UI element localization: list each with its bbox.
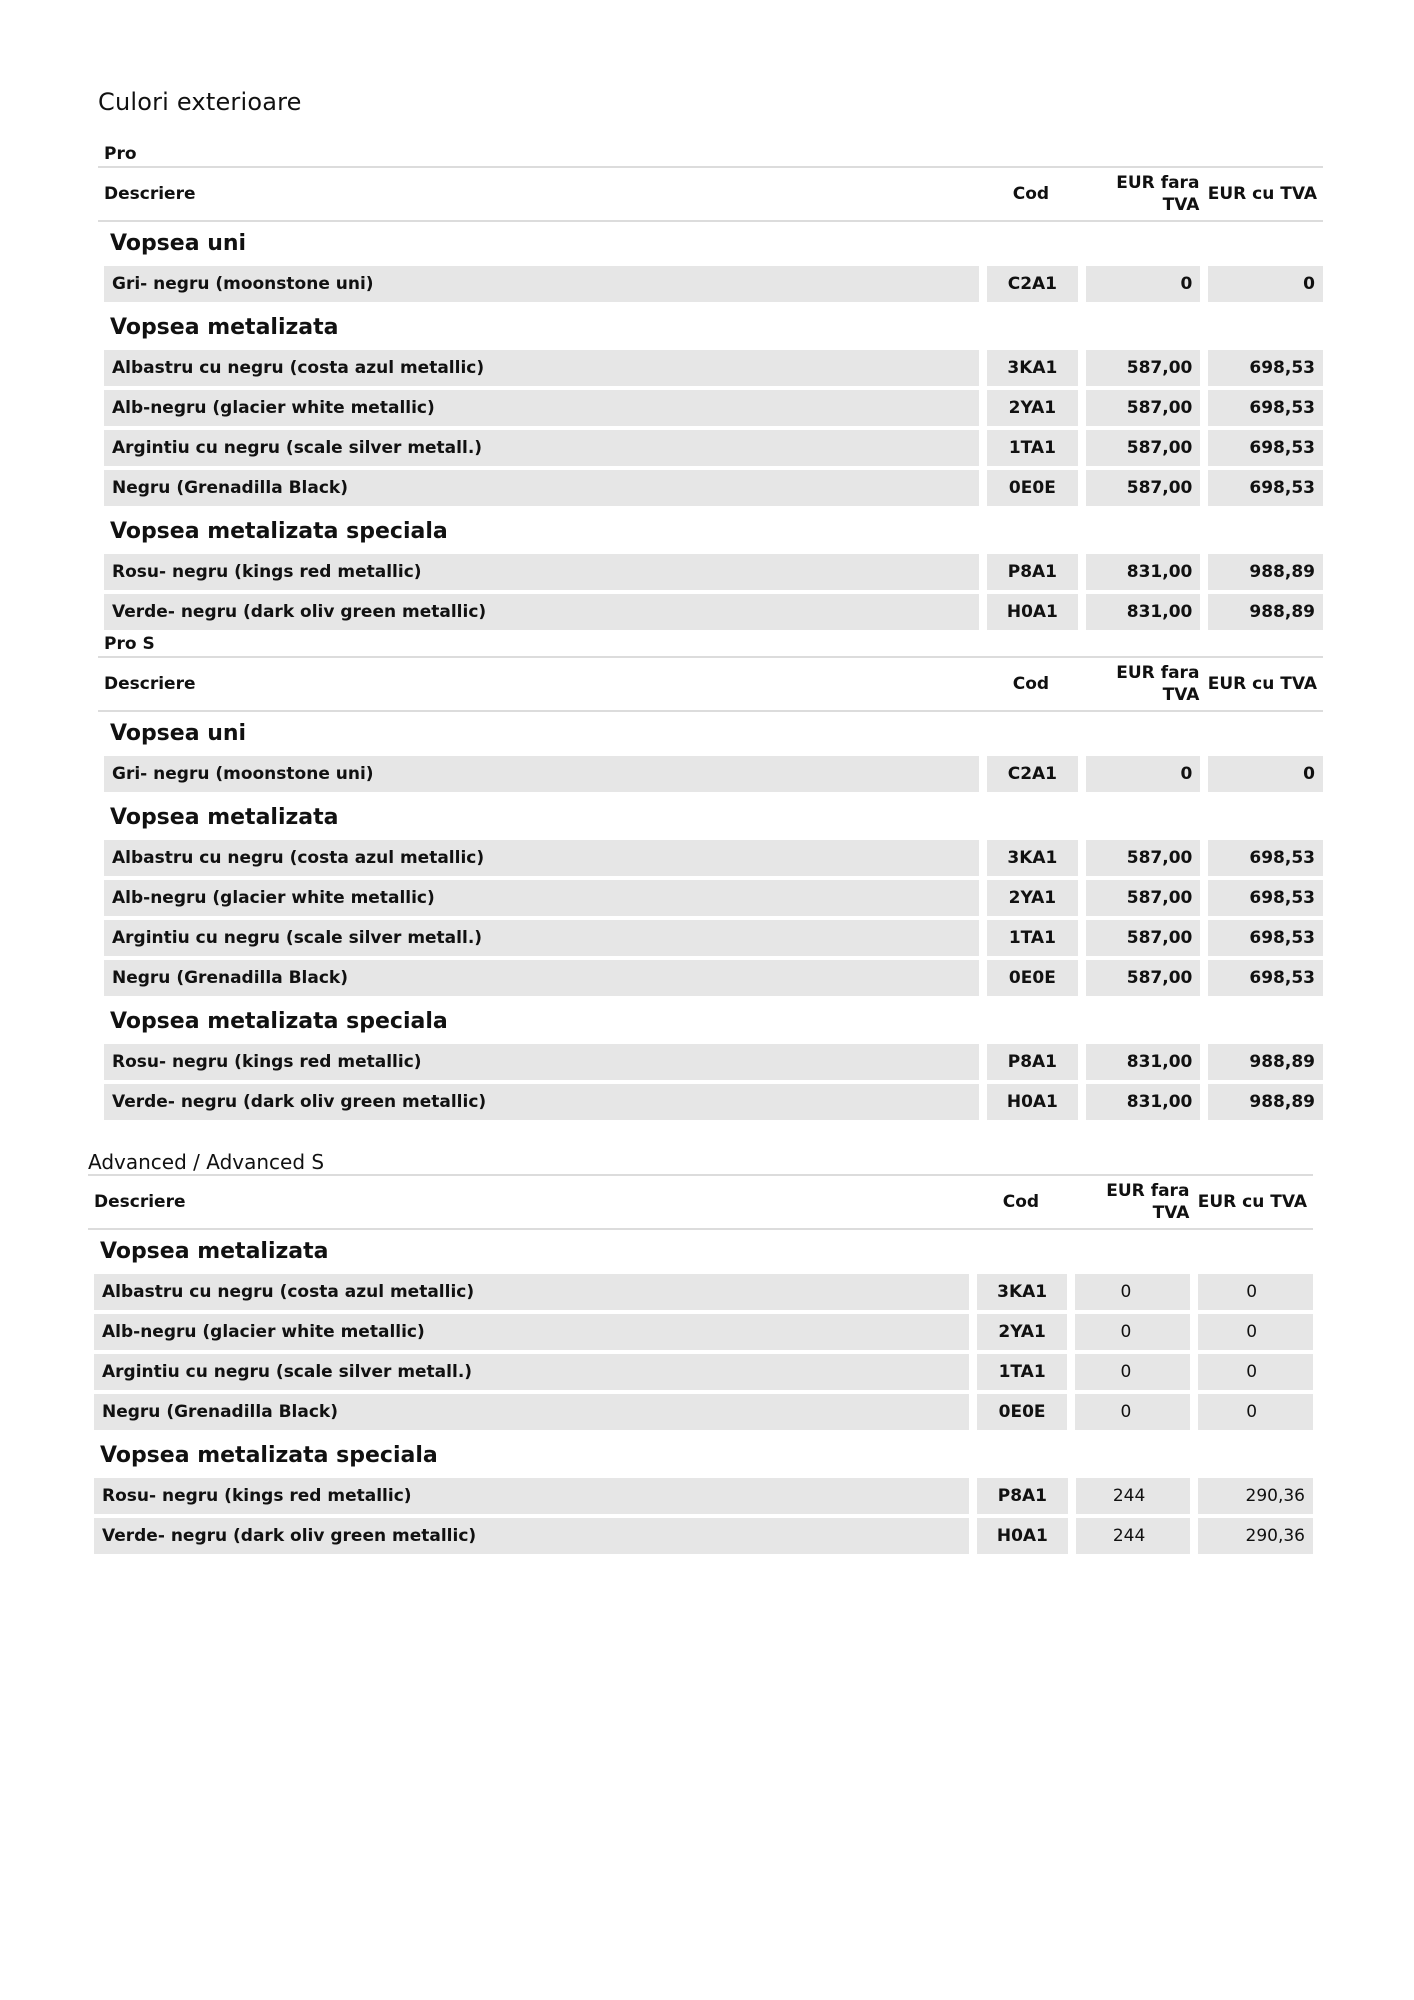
group-title: Vopsea metalizata <box>110 315 339 340</box>
header-code: Cod <box>1002 1192 1040 1212</box>
color-description: Verde- negru (dark oliv green metallic) <box>104 594 979 630</box>
group-title: Vopsea metalizata speciala <box>110 1009 448 1034</box>
color-code: H0A1 <box>987 594 1078 630</box>
color-description: Argintiu cu negru (scale silver metall.) <box>104 920 979 956</box>
header-eur-gross: EUR cu TVA <box>1207 674 1317 694</box>
price-net: 831,00 <box>1086 1084 1201 1120</box>
price-net: 0 <box>1075 1314 1190 1350</box>
color-description: Negru (Grenadilla Black) <box>104 470 979 506</box>
price-gross: 698,53 <box>1208 390 1323 426</box>
color-description: Argintiu cu negru (scale silver metall.) <box>104 430 979 466</box>
table-row <box>98 594 1323 630</box>
color-description: Alb-negru (glacier white metallic) <box>94 1314 969 1350</box>
color-description: Negru (Grenadilla Black) <box>104 960 979 996</box>
color-code: P8A1 <box>977 1478 1068 1514</box>
color-description: Albastru cu negru (costa azul metallic) <box>104 350 979 386</box>
price-gross: 0 <box>1208 266 1323 302</box>
price-gross: 988,89 <box>1208 1044 1323 1080</box>
table-row <box>98 960 1323 996</box>
price-gross: 698,53 <box>1208 840 1323 876</box>
page-title: Culori exterioare <box>98 88 302 116</box>
color-code: 3KA1 <box>977 1274 1068 1310</box>
price-gross: 290,36 <box>1198 1478 1313 1514</box>
color-code: 2YA1 <box>977 1314 1068 1350</box>
price-net: 587,00 <box>1086 880 1201 916</box>
header-code: Cod <box>1012 674 1050 694</box>
price-net: 831,00 <box>1086 554 1201 590</box>
header-eur-net: EUR fara TVA <box>1116 663 1200 705</box>
price-gross: 698,53 <box>1208 920 1323 956</box>
table-row <box>98 1044 1323 1080</box>
group-title: Vopsea uni <box>110 721 247 746</box>
color-description: Argintiu cu negru (scale silver metall.) <box>94 1354 969 1390</box>
table-header <box>98 166 1323 222</box>
color-code: 3KA1 <box>987 840 1078 876</box>
color-description: Alb-negru (glacier white metallic) <box>104 880 979 916</box>
color-code: H0A1 <box>987 1084 1078 1120</box>
price-net: 244 <box>1076 1518 1191 1554</box>
section-label: Pro S <box>104 634 155 654</box>
price-net: 0 <box>1086 266 1201 302</box>
table-row <box>98 554 1323 590</box>
price-net: 831,00 <box>1086 594 1201 630</box>
color-description: Rosu- negru (kings red metallic) <box>94 1478 969 1514</box>
price-section <box>98 632 1323 1124</box>
color-description: Albastru cu negru (costa azul metallic) <box>94 1274 969 1310</box>
price-net: 587,00 <box>1086 390 1201 426</box>
color-code: 1TA1 <box>987 430 1078 466</box>
price-gross: 0 <box>1198 1354 1313 1390</box>
color-code: C2A1 <box>987 756 1078 792</box>
price-net: 0 <box>1075 1394 1190 1430</box>
price-gross: 988,89 <box>1208 554 1323 590</box>
table-row <box>88 1354 1313 1390</box>
table-row <box>88 1518 1313 1554</box>
price-net: 587,00 <box>1086 840 1201 876</box>
price-gross: 0 <box>1208 756 1323 792</box>
price-gross: 290,36 <box>1198 1518 1313 1554</box>
price-net: 831,00 <box>1086 1044 1201 1080</box>
color-code: 0E0E <box>987 470 1078 506</box>
price-net: 587,00 <box>1086 960 1201 996</box>
table-row <box>98 756 1323 792</box>
color-description: Negru (Grenadilla Black) <box>94 1394 969 1430</box>
table-row <box>88 1394 1313 1430</box>
group-title: Vopsea metalizata speciala <box>110 519 448 544</box>
price-gross: 988,89 <box>1208 594 1323 630</box>
table-row <box>98 840 1323 876</box>
table-row <box>98 470 1323 506</box>
table-row <box>98 390 1323 426</box>
table-header <box>88 1174 1313 1230</box>
table-row <box>88 1478 1313 1514</box>
price-net: 0 <box>1086 756 1201 792</box>
price-gross: 698,53 <box>1208 430 1323 466</box>
color-code: 2YA1 <box>987 880 1078 916</box>
price-net: 244 <box>1076 1478 1191 1514</box>
color-code: 1TA1 <box>987 920 1078 956</box>
price-section <box>88 1150 1313 1558</box>
color-code: P8A1 <box>987 1044 1078 1080</box>
color-description: Verde- negru (dark oliv green metallic) <box>94 1518 969 1554</box>
table-row <box>88 1314 1313 1350</box>
color-description: Gri- negru (moonstone uni) <box>104 266 979 302</box>
color-code: H0A1 <box>977 1518 1068 1554</box>
price-net: 0 <box>1075 1274 1190 1310</box>
price-net: 0 <box>1075 1354 1190 1390</box>
table-row <box>98 880 1323 916</box>
section-label: Pro <box>104 144 137 164</box>
table-row <box>98 350 1323 386</box>
header-eur-gross: EUR cu TVA <box>1207 184 1317 204</box>
price-gross: 0 <box>1198 1274 1313 1310</box>
color-code: 0E0E <box>987 960 1078 996</box>
color-description: Verde- negru (dark oliv green metallic) <box>104 1084 979 1120</box>
header-eur-net: EUR fara TVA <box>1116 173 1200 215</box>
price-net: 587,00 <box>1086 430 1201 466</box>
header-description: Descriere <box>94 1192 186 1212</box>
table-row <box>98 1084 1323 1120</box>
header-description: Descriere <box>104 674 196 694</box>
table-row <box>98 920 1323 956</box>
price-gross: 0 <box>1198 1394 1313 1430</box>
price-net: 587,00 <box>1086 350 1201 386</box>
group-title: Vopsea metalizata <box>110 805 339 830</box>
price-net: 587,00 <box>1086 920 1201 956</box>
price-gross: 698,53 <box>1208 350 1323 386</box>
group-title: Vopsea uni <box>110 231 247 256</box>
group-title: Vopsea metalizata speciala <box>100 1443 438 1468</box>
color-description: Rosu- negru (kings red metallic) <box>104 1044 979 1080</box>
header-code: Cod <box>1012 184 1050 204</box>
price-net: 587,00 <box>1086 470 1201 506</box>
price-gross: 988,89 <box>1208 1084 1323 1120</box>
table-row <box>98 430 1323 466</box>
color-code: 0E0E <box>977 1394 1068 1430</box>
color-code: 2YA1 <box>987 390 1078 426</box>
table-row <box>88 1274 1313 1310</box>
color-code: 3KA1 <box>987 350 1078 386</box>
header-eur-net: EUR fara TVA <box>1106 1181 1190 1223</box>
color-description: Albastru cu negru (costa azul metallic) <box>104 840 979 876</box>
table-header <box>98 656 1323 712</box>
color-description: Rosu- negru (kings red metallic) <box>104 554 979 590</box>
color-description: Alb-negru (glacier white metallic) <box>104 390 979 426</box>
section-label: Advanced / Advanced S <box>88 1150 325 1174</box>
color-code: 1TA1 <box>977 1354 1068 1390</box>
header-description: Descriere <box>104 184 196 204</box>
table-row <box>98 266 1323 302</box>
price-gross: 698,53 <box>1208 880 1323 916</box>
color-code: C2A1 <box>987 266 1078 302</box>
header-eur-gross: EUR cu TVA <box>1197 1192 1307 1212</box>
color-description: Gri- negru (moonstone uni) <box>104 756 979 792</box>
price-gross: 0 <box>1198 1314 1313 1350</box>
price-gross: 698,53 <box>1208 470 1323 506</box>
group-title: Vopsea metalizata <box>100 1239 329 1264</box>
price-gross: 698,53 <box>1208 960 1323 996</box>
color-code: P8A1 <box>987 554 1078 590</box>
price-section <box>98 142 1323 634</box>
